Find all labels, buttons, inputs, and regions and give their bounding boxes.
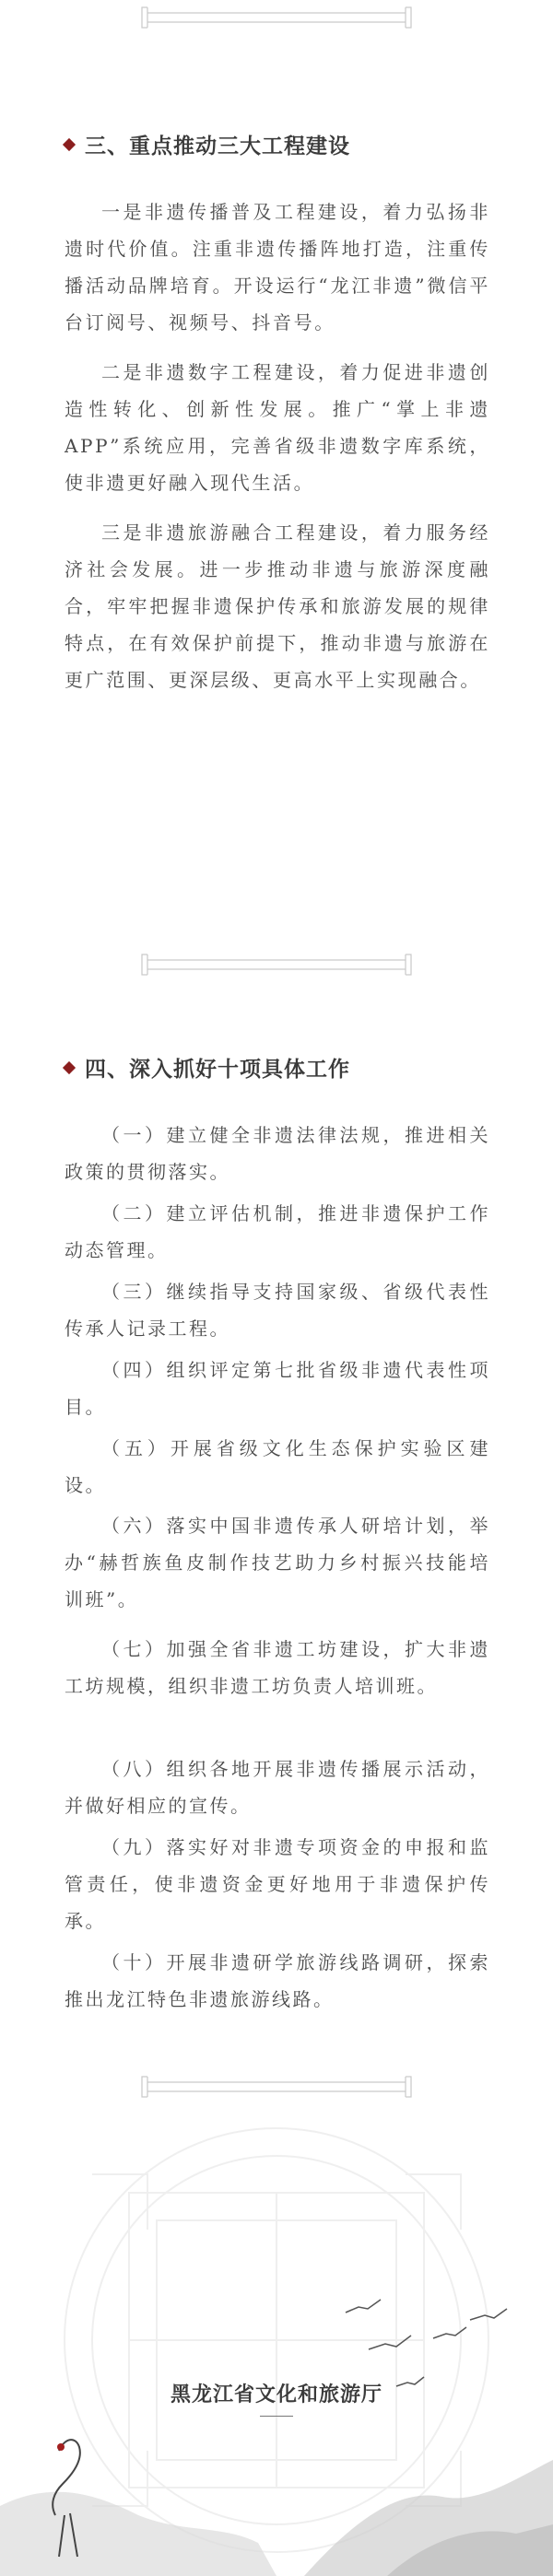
bottom-ornament-divider [0, 2066, 553, 2121]
section-3-title: 三、重点推动三大工程建设 [85, 134, 350, 158]
task-item-7: （七）加强全省非遗工坊建设，扩大非遗工坊规模，组织非遗工坊负责人培训班。 [65, 1638, 490, 1697]
task-item-6: （六）落实中国非遗传承人研培计划，举办“赫哲族鱼皮制作技艺助力乡村振兴技能培训班”。 [65, 1515, 490, 1610]
task-item-10: （十）开展非遗研学旅游线路调研，探索推出龙江特色非遗旅游线路。 [65, 1951, 490, 2010]
section-3-paragraph-2: 二是非遗数字工程建设，着力促进非遗创造性转化、创新性发展。推广“掌上非遗APP”系统应用，完善省级非遗数字库系统，使非遗更好融入现代生活。 [65, 361, 490, 494]
task-item-9: （九）落实好对非遗专项资金的申报和监管责任，使非遗资金更好地用于非遗保护传承。 [65, 1836, 490, 1932]
diamond-bullet-icon [63, 1060, 76, 1073]
middle-ornament-divider [0, 940, 553, 995]
footer-separator [260, 2416, 293, 2417]
task-item-8: （八）组织各地开展非遗传播展示活动，并做好相应的宣传。 [65, 1758, 490, 1817]
task-item-5: （五）开展省级文化生态保护实验区建设。 [65, 1437, 490, 1496]
task-item-4: （四）组织评定第七批省级非遗代表性项目。 [65, 1359, 490, 1418]
task-item-1: （一）建立健全非遗法律法规，推进相关政策的贯彻落实。 [65, 1124, 490, 1183]
section-3-paragraph-3: 三是非遗旅游融合工程建设，着力服务经济社会发展。进一步推动非遗与旅游深度融合，牢牢把握非遗保护传承和旅游发展的规律特点，在有效保护前提下，推动非遗与旅游在更广范围、更深层级、更高水平上实现融合。 [65, 521, 490, 691]
task-item-2: （二）建立评估机制，推进非遗保护工作动态管理。 [65, 1202, 490, 1261]
diamond-bullet-icon [63, 137, 76, 150]
top-ornament-divider [0, 0, 553, 55]
section-4-title: 四、深入抓好十项具体工作 [85, 1057, 350, 1082]
section-3-paragraph-1: 一是非遗传播普及工程建设，着力弘扬非遗时代价值。注重非遗传播阵地打造，注重传播活动品牌培育。开设运行“龙江非遗”微信平台订阅号、视频号、抖音号。 [65, 201, 490, 334]
section-4-heading [65, 1052, 350, 1083]
decorative-ink-landscape [0, 2119, 553, 2576]
task-item-3: （三）继续指导支持国家级、省级代表性传承人记录工程。 [65, 1281, 490, 1340]
section-3-heading [65, 129, 350, 159]
organization-name: 黑龙江省文化和旅游厅 [170, 2383, 382, 2406]
